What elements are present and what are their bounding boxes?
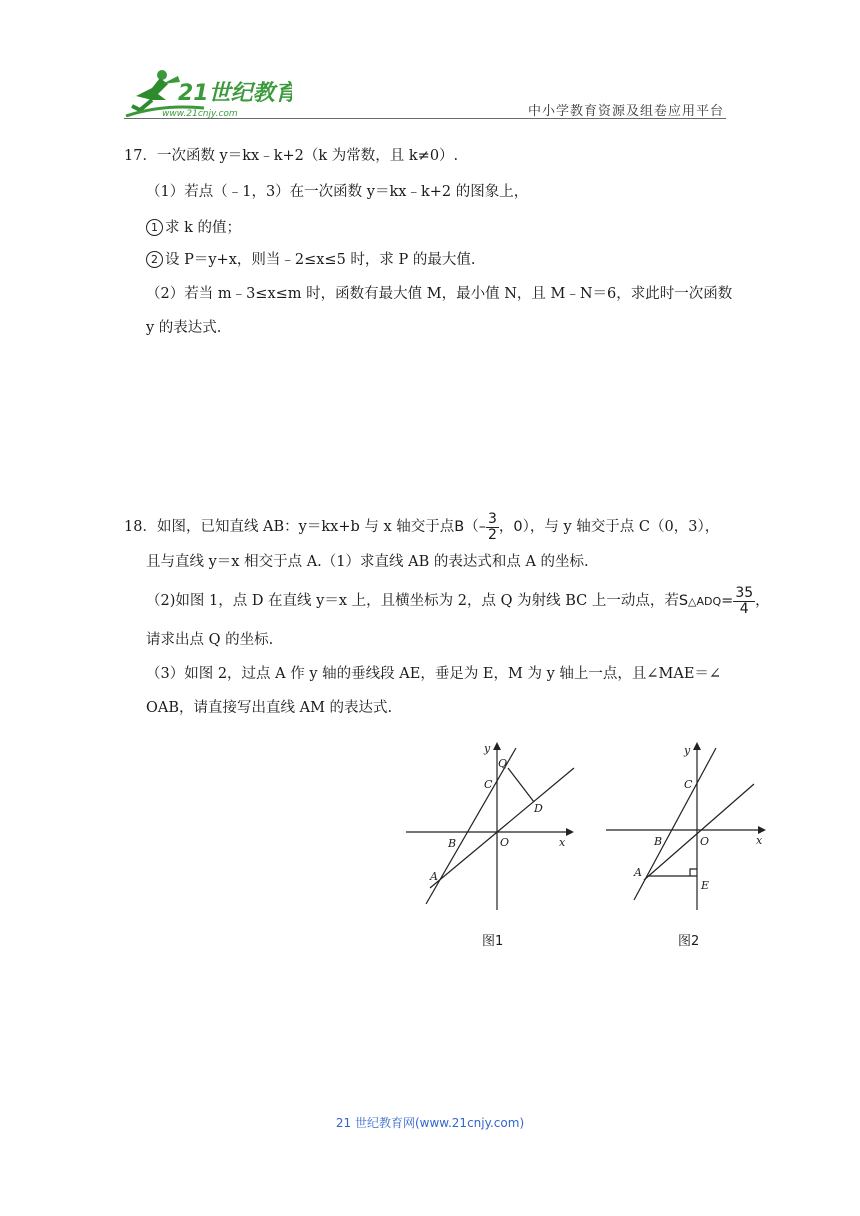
fig2-label-b: B [654,835,663,848]
logo [122,66,292,124]
footer-site-text: 21 世纪教育网(www.21cnjy.com) [335,1116,525,1130]
q18-line1-rest: ，与 y 轴交于点 C（0，3）， [529,519,720,535]
logo-runner-icon [122,66,292,124]
circled-number-1: 1 [146,219,163,236]
header-platform-text: 中小学教育资源及组卷应用平台 [527,104,724,119]
fig1-label-b: B [448,837,457,850]
q17-line4 [146,250,476,270]
figure-1-diagram [404,738,580,910]
fig1-label-q: Q [498,757,508,770]
svg-text:www.21cnjy.com: www.21cnjy.com [162,109,238,119]
header-divider [124,118,726,119]
area-symbol: S [678,593,689,609]
fig2-label-e: E [701,879,710,892]
q18-line2: 且与直线 y＝x 相交于点 A.（1）求直线 AB 的表达式和点 A 的坐标. [146,554,589,570]
fig1-segment-qd [508,768,534,802]
q17-line1: 17．一次函数 y＝kx﹣k+2（k 为常数，且 k≠0）. [124,148,459,164]
svg-text:21世纪教育: 21世纪教育 [178,81,292,106]
fig1-y-arrow [493,742,501,750]
fig2-label-y: y [684,744,691,757]
fig1-label-y: y [484,742,491,755]
fraction-three-halves: $\frac{3}{2}$ [487,510,497,543]
q17-line3-text: 求 k 的值； [165,220,242,236]
q17-line6: y 的表达式. [146,320,222,336]
fig1-label-d: D [534,802,543,815]
fig1-label-c: C [484,778,493,791]
fig1-x-arrow [566,828,574,836]
fraction-35-over-4: $\frac{35}{4}$ [735,584,754,617]
q17-line3 [146,218,241,238]
point-b-label: B [454,519,465,535]
fig2-x-arrow [758,826,766,834]
figure-2-diagram [604,738,770,910]
q18-line1-text: 18．如图，已知直线 AB：y＝kx+b 与 x 轴交于点 [124,519,455,535]
q18-line6: OAB，请直接写出直线 AM 的表达式. [146,700,393,716]
q18-line5: （3）如图 2，过点 A 作 y 轴的垂线段 AE，垂足为 E，M 为 y 轴上一点，且∠MAE＝∠ [146,666,722,682]
figure-2-caption: 图2 [678,934,700,949]
q17-line2: （1）若点（﹣1，3）在一次函数 y＝kx﹣k+2 的图象上， [146,184,529,200]
fig2-label-c: C [684,778,693,791]
fig2-label-o: O [700,835,710,848]
fig1-label-o: O [500,836,510,849]
q18-line3-text: （2)如图 1，点 D 在直线 y＝x 上，且横坐标为 2，点 Q 为射线 BC 上一动点，若 [146,593,679,609]
q18-line3: （2)如图 1，点 D 在直线 y＝x 上，且横坐标为 2，点 Q 为射线 BC 上一动点，若S△ADQ= $\frac{35}{4}$ ， [146,584,770,617]
q18-line1: 18．如图，已知直线 AB：y＝kx+b 与 x 轴交于点B（– $\frac{3}{2}$ ，0），与 y 轴交于点 C（0，3）， [124,510,720,543]
point-b-y: 0 [513,519,523,535]
q17-line5: （2）若当 m﹣3≤x≤m 时，函数有最大值 M，最小值 N，且 M﹣N＝6，求此时一次函数 [146,286,733,302]
fig2-label-x: x [756,834,763,847]
fig1-label-x: x [559,836,566,849]
fig2-label-a: A [634,866,642,879]
fig2-line-y-eq-x [644,784,754,880]
q18-line4: 请求出点 Q 的坐标. [146,632,274,648]
area-subscript: △ADQ [688,595,722,608]
fig1-line-y-eq-x [430,768,574,888]
figure-1-caption: 图1 [482,934,504,949]
q17-line4-text: 设 P＝y+x，则当﹣2≤x≤5 时，求 P 的最大值. [165,252,476,268]
circled-number-2: 2 [146,251,163,268]
fig2-y-arrow [693,742,701,750]
fig1-label-a: A [430,870,438,883]
fig2-right-angle-mark [690,869,697,876]
